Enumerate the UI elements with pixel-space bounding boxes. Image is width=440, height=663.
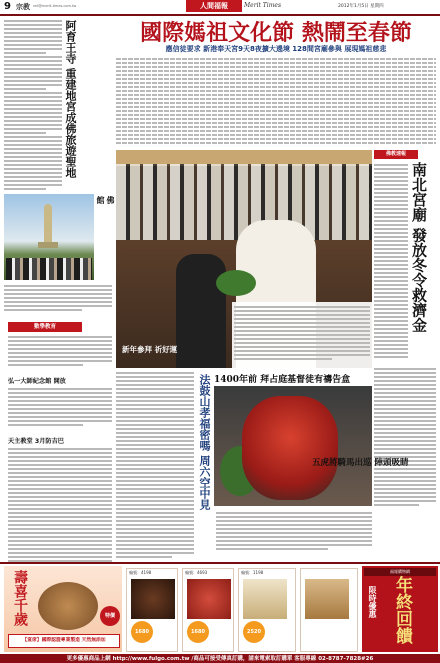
right-story-body-2: [374, 366, 436, 516]
news-tag: 佛教速報: [374, 150, 418, 159]
product-image: [243, 579, 287, 619]
lead-story-body: [116, 56, 436, 148]
section-title: 宗教: [16, 3, 30, 11]
photo-story-title: 佛館: [96, 196, 116, 204]
brief-title-2: 天主教堂 3月防吉巴: [8, 438, 64, 445]
issue-date: 2012年1月5日 星期四: [338, 4, 384, 9]
visitor-group: [6, 258, 92, 280]
product-card-1[interactable]: [126, 568, 178, 652]
advertisement[interactable]: [0, 562, 440, 663]
devotee-figure: [176, 254, 226, 368]
price-badge: 1680: [187, 621, 209, 643]
dharma-drum-title: 法鼓山孝福密嗎 周六空中見: [198, 374, 211, 510]
special-badge: 特價: [100, 606, 120, 626]
price-badge: 1680: [131, 621, 153, 643]
photo-caption: [4, 283, 112, 319]
shop-tag: 福報購物網: [364, 568, 436, 576]
ad-logo: 壽喜千歲: [12, 570, 28, 626]
food-image: [38, 582, 98, 630]
page-number: 9: [4, 1, 11, 12]
product-card-4[interactable]: [300, 568, 358, 652]
parade-photo: [214, 386, 372, 506]
product-image: [187, 579, 231, 619]
brand-logo: 人間福報: [186, 0, 242, 12]
five-tigers-headline: 五虎將騎馬出巡 陣頭吸睛: [312, 458, 409, 468]
section-email: reli@merit-times.com.tw: [33, 4, 77, 8]
byzantine-headline: 1400年前 拜占庭基督徒有禱告盒: [214, 375, 351, 385]
promo-subtitle: 限時優惠: [368, 586, 378, 618]
main-subhead: 應信徒要求 新港奉天宮9天8夜擴大遶境 128間宮廟參與 展現媽祖慈悲: [165, 45, 387, 53]
left-story-title: 阿育王寺 重建地宮成佛旅遊聖地: [64, 20, 77, 178]
main-photo-caption: 新年參拜 祈好運: [122, 345, 178, 354]
brief-title-1: 弘一大師紀念館 開放: [8, 378, 66, 385]
left-story-body: [4, 18, 62, 192]
product-code: 編號：1198: [241, 570, 264, 575]
product-image: [305, 579, 349, 619]
buddha-statue: [44, 204, 52, 244]
page-header: [0, 0, 440, 14]
mid-left-body: [116, 370, 194, 562]
brand-english: Merit Times: [244, 2, 282, 9]
ad-footer[interactable]: 更多優惠商品上網 http://www.fulgo.com.tw /商品可接受傳真訂購，請來電索取訂購單 客服專線 02-8787-7828#26: [0, 654, 440, 663]
red-costume-figure: [242, 396, 338, 500]
product-code: 編號：4198: [129, 570, 152, 575]
left-story: [4, 18, 112, 192]
parade-caption: [216, 510, 372, 560]
section-bar: 數學教育: [8, 322, 82, 332]
product-card-3[interactable]: [238, 568, 296, 652]
price-badge: 2520: [243, 621, 265, 643]
statue-photo: [4, 194, 94, 280]
ad-left-panel[interactable]: [4, 566, 122, 652]
product-card-2[interactable]: [182, 568, 234, 652]
product-code: 編號：4693: [185, 570, 208, 575]
ad-left-text: 【宴席】國際認證專業製造 天然無添加: [8, 634, 120, 648]
promo-title: 年終回饋: [392, 576, 412, 644]
promo-panel[interactable]: [362, 566, 438, 652]
right-story-body: [374, 162, 408, 360]
main-headline: 國際媽祖文化節 熱鬧至春節: [140, 20, 412, 46]
product-image: [131, 579, 175, 619]
right-story-title: 南北宮廟 發放冬令救濟金: [410, 162, 428, 333]
main-photo-textbox: [232, 302, 372, 368]
green-branch: [216, 270, 256, 296]
